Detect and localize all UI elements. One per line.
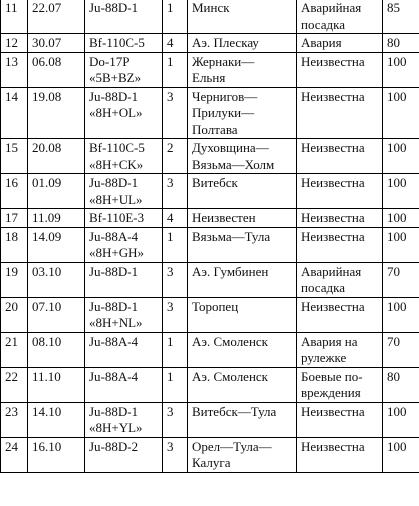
cell-line: рулежке [301,350,347,365]
aircraft-cell [85,34,163,53]
row-number-cell: 19 [1,262,28,297]
cell-line: Ju-88A-4 [89,368,139,384]
crew-count-cell: 3 [163,174,188,209]
table-row [1,139,419,174]
cell-line: Ju-88D-1 [89,298,139,314]
cell-line: посадка [301,16,345,32]
cause-cell [297,227,383,262]
date-cell: 14.10 [28,402,85,437]
aircraft-cell [85,367,163,402]
cell-line: «8H+CK» [89,156,144,172]
cell-line: Аварийная [301,0,362,15]
table-row [1,0,419,34]
date-cell: 11.09 [28,209,85,228]
date-cell: 03.10 [28,262,85,297]
cell-line: Неизвестна [301,175,365,190]
cell-line: Авария [301,35,342,50]
row-number-cell: 15 [1,139,28,174]
cell-line: Ju-88A-4 [89,228,139,244]
cell-line: Аэ. Гумбинен [192,263,269,279]
cell-line: Неизвестна [301,403,365,419]
aircraft-cell [85,437,163,472]
table-row [1,437,419,472]
aircraft-cell [85,0,163,34]
aircraft-cell [85,174,163,209]
cell-line: Bf-110C-5 [89,140,145,155]
date-cell: 20.08 [28,139,85,174]
damage-percent-cell: 100 [383,297,419,332]
damage-percent-cell: 80 [383,367,419,402]
cell-line: Ju-88D-1 [89,175,139,190]
location-cell [188,139,297,174]
date-cell: 19.08 [28,87,85,139]
aircraft-cell [85,332,163,367]
location-cell [188,0,297,34]
cause-cell [297,297,383,332]
aircraft-cell [85,227,163,262]
cause-cell [297,174,383,209]
cause-cell [297,262,383,297]
cause-cell [297,332,383,367]
cell-line: Аэ. Смоленск [192,333,268,349]
cell-line: Do-17P [89,53,130,69]
cell-line: Боевые по- [301,368,363,384]
damage-percent-cell: 70 [383,332,419,367]
table-body [1,0,419,472]
cell-line: Неизвестна [301,140,365,155]
row-number-cell: 22 [1,367,28,402]
date-cell: 22.07 [28,0,85,34]
date-cell: 11.10 [28,367,85,402]
cell-line: Минск [192,0,230,15]
crew-count-cell: 3 [163,437,188,472]
date-cell: 30.07 [28,34,85,53]
row-number-cell: 16 [1,174,28,209]
cause-cell [297,437,383,472]
cell-line: Аварийная [301,263,362,279]
aircraft-cell [85,139,163,174]
crew-count-cell: 3 [163,297,188,332]
cell-line: Витебск [192,175,238,190]
damage-percent-cell: 100 [383,437,419,472]
cause-cell [297,402,383,437]
cell-line: Ju-88D-2 [89,438,139,454]
damage-percent-cell: 100 [383,402,419,437]
cell-line: Орел—Тула— [192,438,272,454]
row-number-cell: 20 [1,297,28,332]
cell-line: «8H+GH» [89,245,144,260]
cell-line: Духовщина— [192,140,269,155]
cell-line: Прилуки— [192,105,255,120]
cause-cell [297,139,383,174]
cell-line: Ju-88D-1 [89,403,139,419]
damage-percent-cell: 80 [383,34,419,53]
cell-line: Bf-110E-3 [89,210,145,225]
date-cell: 07.10 [28,297,85,332]
crew-count-cell: 1 [163,227,188,262]
cell-line: вреждения [301,385,361,400]
location-cell [188,34,297,53]
cell-line: Неизвестна [301,298,365,314]
table-row [1,209,419,228]
damage-percent-cell: 85 [383,0,419,34]
row-number-cell: 24 [1,437,28,472]
crew-count-cell: 1 [163,332,188,367]
cause-cell [297,34,383,53]
cell-line: Торопец [192,298,239,314]
cell-line: Витебск—Тула [192,403,277,419]
date-cell: 14.09 [28,227,85,262]
date-cell: 08.10 [28,332,85,367]
row-number-cell: 23 [1,402,28,437]
location-cell [188,402,297,437]
row-number-cell: 21 [1,332,28,367]
table-row [1,367,419,402]
row-number-cell: 14 [1,87,28,139]
cell-line: «5B+BZ» [89,70,142,85]
cell-line: Неизвестна [301,438,365,454]
cause-cell [297,209,383,228]
date-cell: 16.10 [28,437,85,472]
table-row [1,52,419,87]
cell-line: Аэ. Плескау [192,35,259,50]
location-cell [188,87,297,139]
damage-percent-cell: 100 [383,227,419,262]
cell-line: «8H+UL» [89,191,143,207]
crew-count-cell: 1 [163,367,188,402]
row-number-cell: 13 [1,52,28,87]
location-cell [188,52,297,87]
cause-cell [297,52,383,87]
cell-line: Ju-88D-1 [89,263,139,279]
cell-line: Жернаки— [192,53,255,69]
table-row [1,227,419,262]
damage-percent-cell: 100 [383,87,419,139]
damage-percent-cell: 100 [383,139,419,174]
crew-count-cell: 3 [163,87,188,139]
aircraft-cell [85,402,163,437]
aircraft-cell [85,87,163,139]
cell-line: Неизвестен [192,210,256,225]
date-cell: 01.09 [28,174,85,209]
crew-count-cell: 4 [163,209,188,228]
row-number-cell: 11 [1,0,28,34]
cell-line: «8H+YL» [89,420,143,435]
location-cell [188,367,297,402]
crew-count-cell: 3 [163,262,188,297]
table-row [1,297,419,332]
location-cell [188,174,297,209]
cause-cell [297,367,383,402]
crew-count-cell: 1 [163,0,188,34]
cell-line: «8H+OL» [89,105,143,120]
cell-line: Вязьма—Холм [192,156,275,172]
location-cell [188,262,297,297]
cell-line: Ju-88D-1 [89,88,139,104]
aircraft-cell [85,209,163,228]
aircraft-cell [85,52,163,87]
table-row [1,34,419,53]
aircraft-cell [85,262,163,297]
damage-percent-cell: 70 [383,262,419,297]
crew-count-cell: 3 [163,402,188,437]
cell-line: Неизвестна [301,88,365,104]
cell-line: Bf-110C-5 [89,35,145,50]
crew-count-cell: 2 [163,139,188,174]
aircraft-cell [85,297,163,332]
cell-line: Неизвестна [301,210,365,225]
cause-cell [297,0,383,34]
location-cell [188,437,297,472]
row-number-cell: 18 [1,227,28,262]
row-number-cell: 12 [1,34,28,53]
cell-line: Калуга [192,455,231,470]
damage-percent-cell: 100 [383,174,419,209]
location-cell [188,332,297,367]
location-cell [188,227,297,262]
cell-line: Авария на [301,333,358,349]
cell-line: Полтава [192,121,238,137]
row-number-cell: 17 [1,209,28,228]
cell-line: Неизвестна [301,228,365,244]
date-cell: 06.08 [28,52,85,87]
cell-line: посадка [301,280,345,295]
cell-line: Неизвестна [301,53,365,69]
crew-count-cell: 1 [163,52,188,87]
cell-line: «8H+NL» [89,315,143,330]
damage-percent-cell: 100 [383,209,419,228]
table-row [1,332,419,367]
table-row [1,87,419,139]
cell-line: Ju-88D-1 [89,0,139,15]
cell-line: Ju-88A-4 [89,333,139,349]
damage-percent-cell: 100 [383,52,419,87]
cell-line: Ельня [192,70,226,85]
location-cell [188,209,297,228]
cell-line: Вязьма—Тула [192,228,271,244]
table-row [1,174,419,209]
location-cell [188,297,297,332]
table-row [1,262,419,297]
cell-line: Аэ. Смоленск [192,368,268,384]
table-row [1,402,419,437]
cause-cell [297,87,383,139]
cell-line: Чернигов— [192,88,258,104]
crew-count-cell: 4 [163,34,188,53]
